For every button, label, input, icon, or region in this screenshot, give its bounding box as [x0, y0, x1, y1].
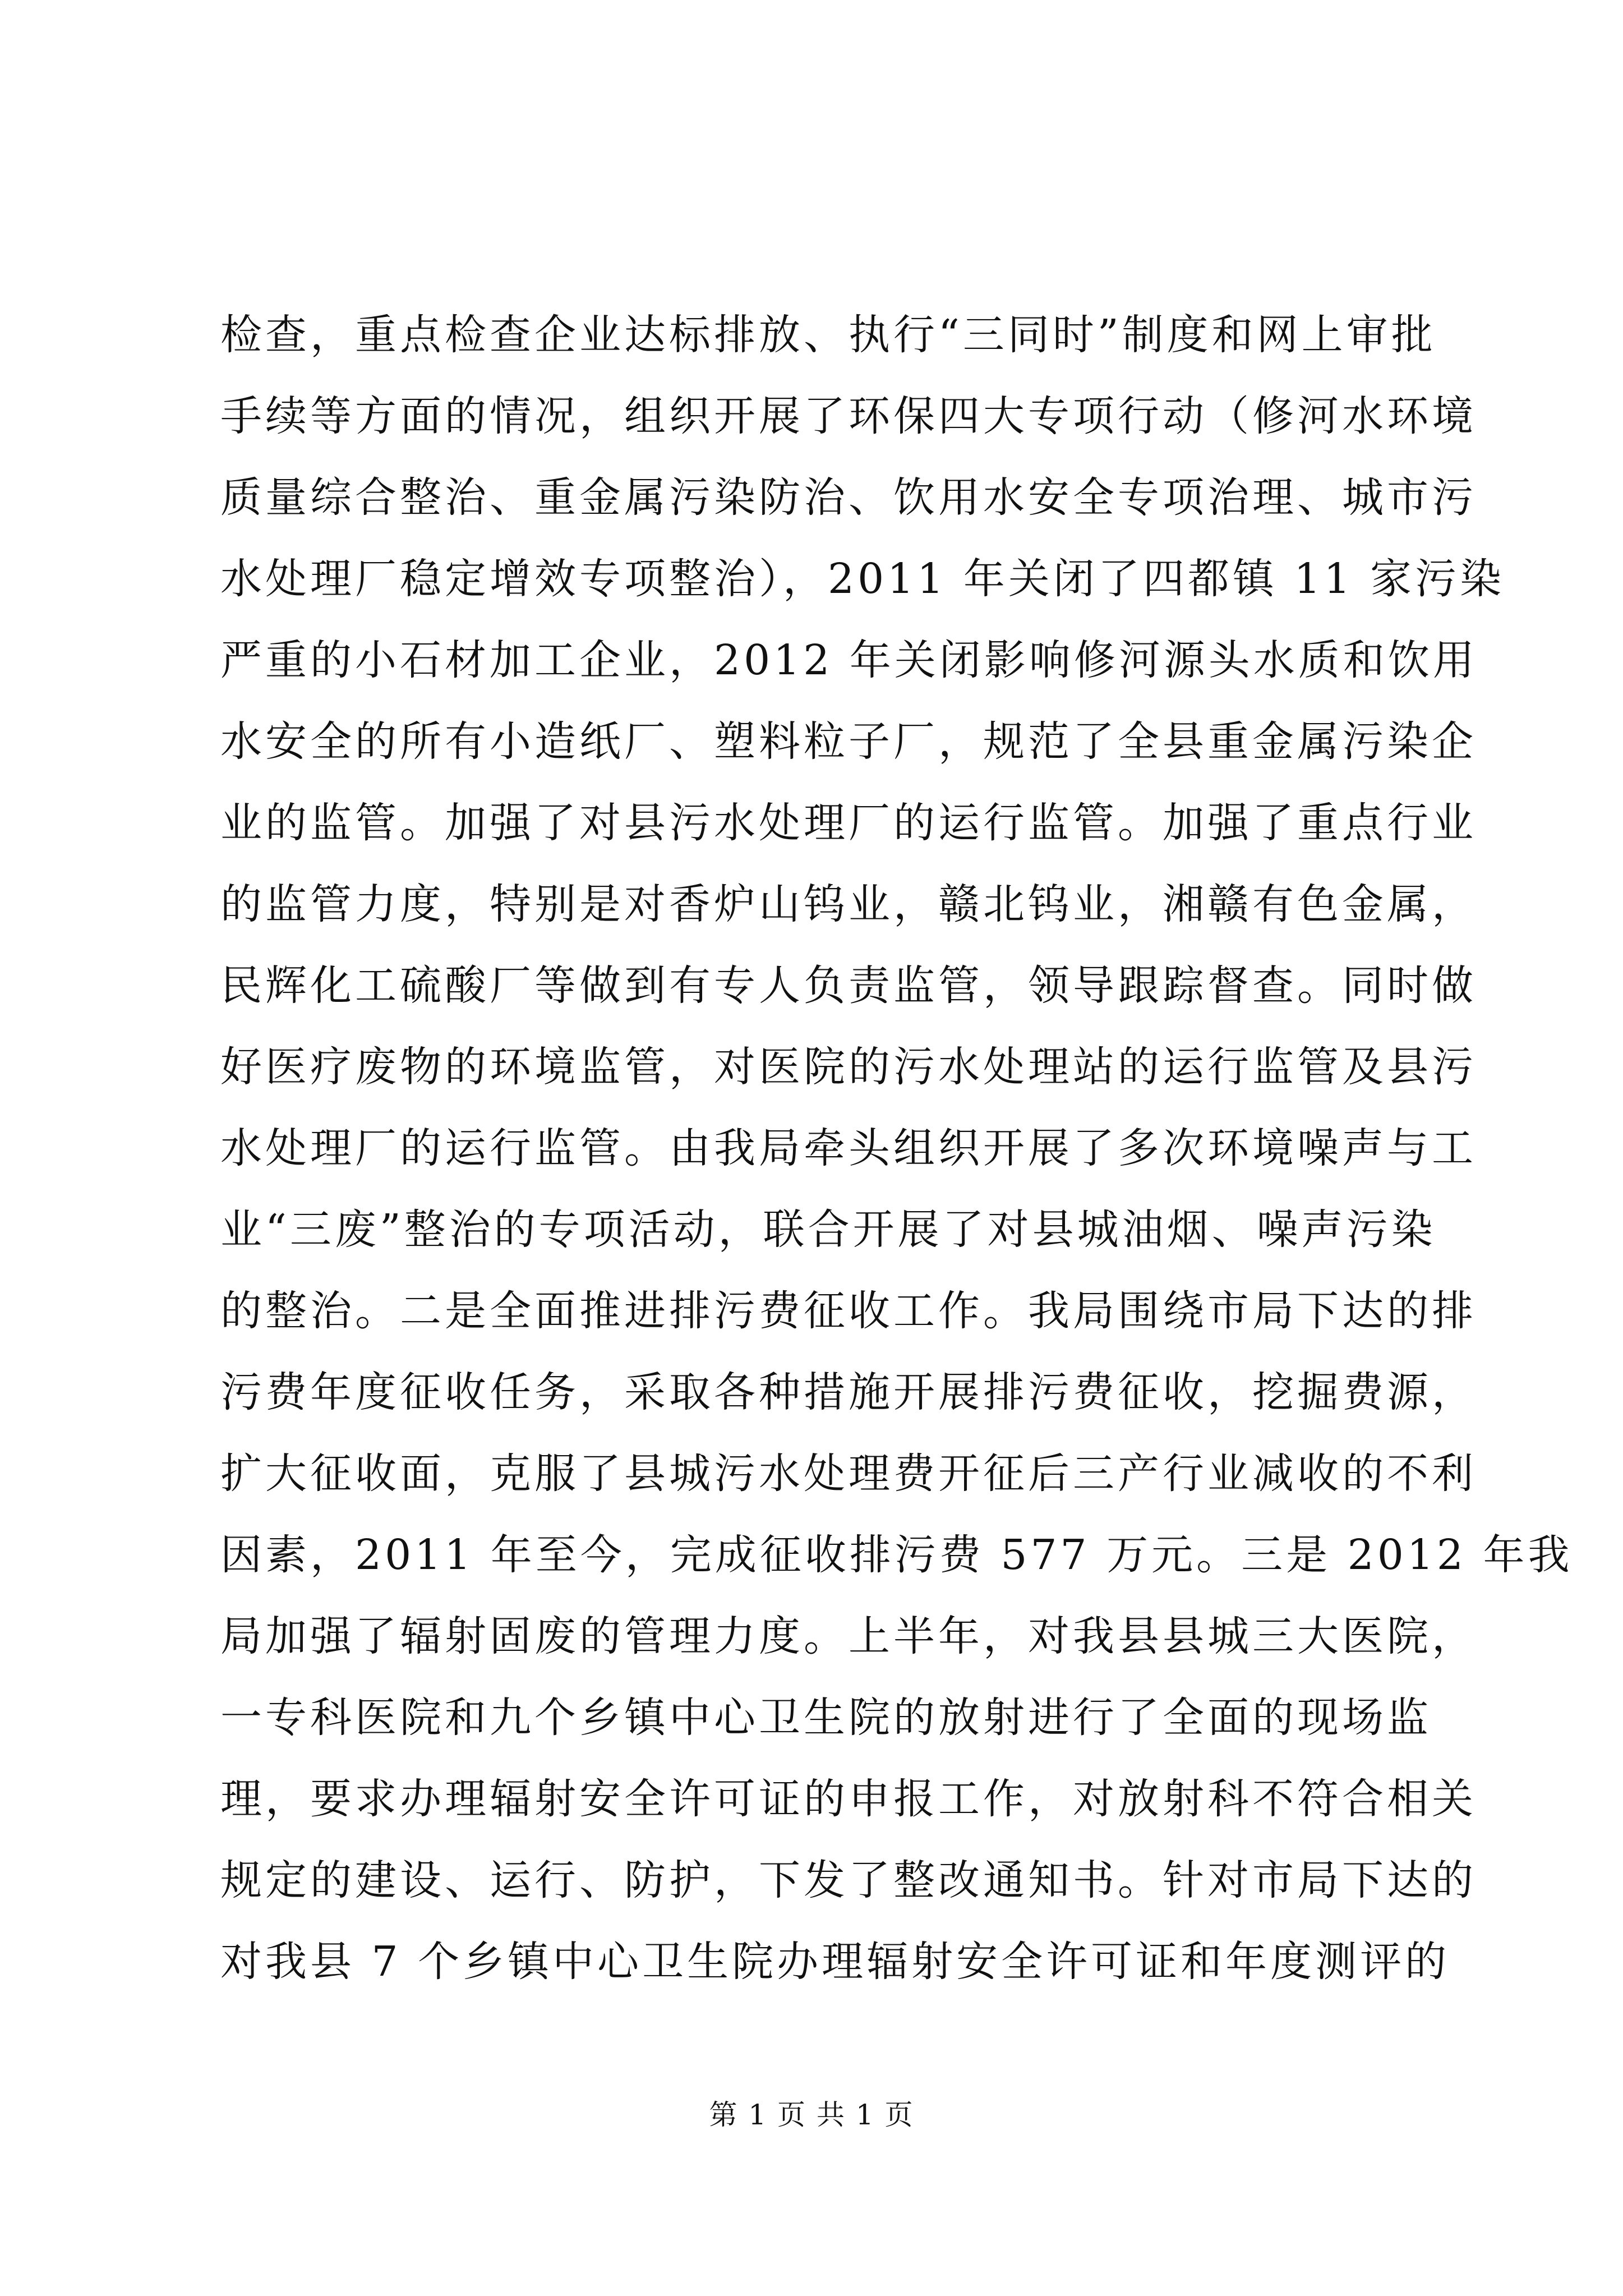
text-line: 理，要求办理辐射安全许可证的申报工作，对放射科不符合相关: [220, 1775, 1477, 1823]
body-text: [220, 295, 1573, 2003]
text-line: 污费年度征收任务，采取各种措施开展排污费征收，挖掘费源，: [220, 1368, 1477, 1416]
text-line: 对我县 7 个乡镇中心卫生院办理辐射安全许可证和年度测评的: [220, 1938, 1450, 1986]
text-line: 手续等方面的情况，组织开展了环保四大专项行动（修河水环境: [220, 392, 1477, 440]
text-line: 水安全的所有小造纸厂、塑料粒子厂，规范了全县重金属污染企: [220, 717, 1477, 766]
text-line: 业“三废”整治的专项活动，联合开展了对县城油烟、噪声污染: [220, 1205, 1436, 1254]
text-line: 扩大征收面，克服了县城污水处理费开征后三产行业减收的不利: [220, 1450, 1477, 1498]
text-line: 因素，2011 年至今，完成征收排污费 577 万元。三是 2012 年我: [220, 1531, 1573, 1579]
text-line: 规定的建设、运行、防护，下发了整改通知书。针对市局下达的: [220, 1856, 1477, 1904]
text-line: 局加强了辐射固废的管理力度。上半年，对我县县城三大医院，: [220, 1612, 1477, 1660]
text-line: 一专科医院和九个乡镇中心卫生院的放射进行了全面的现场监: [220, 1694, 1432, 1742]
text-line: 民辉化工硫酸厂等做到有专人负责监管，领导跟踪督查。同时做: [220, 961, 1477, 1010]
text-line: 检查，重点检查企业达标排放、执行“三同时”制度和网上审批: [220, 311, 1436, 359]
text-line: 质量综合整治、重金属污染防治、饮用水安全专项治理、城市污: [220, 473, 1477, 522]
text-line: 水处理厂的运行监管。由我局牵头组织开展了多次环境噪声与工: [220, 1124, 1477, 1172]
text-line: 严重的小石材加工企业，2012 年关闭影响修河源头水质和饮用: [220, 636, 1478, 684]
text-line: 水处理厂稳定增效专项整治），2011 年关闭了四都镇 11 家污染: [220, 555, 1505, 603]
text-line: 业的监管。加强了对县污水处理厂的运行监管。加强了重点行业: [220, 799, 1477, 847]
text-line: 的整治。二是全面推进排污费征收工作。我局围绕市局下达的排: [220, 1287, 1477, 1335]
text-line: 的监管力度，特别是对香炉山钨业，赣北钨业，湘赣有色金属，: [220, 880, 1477, 928]
text-line: 好医疗废物的环境监管，对医院的污水处理站的运行监管及县污: [220, 1043, 1477, 1091]
page-footer: 第 1 页 共 1 页: [709, 2099, 914, 2131]
